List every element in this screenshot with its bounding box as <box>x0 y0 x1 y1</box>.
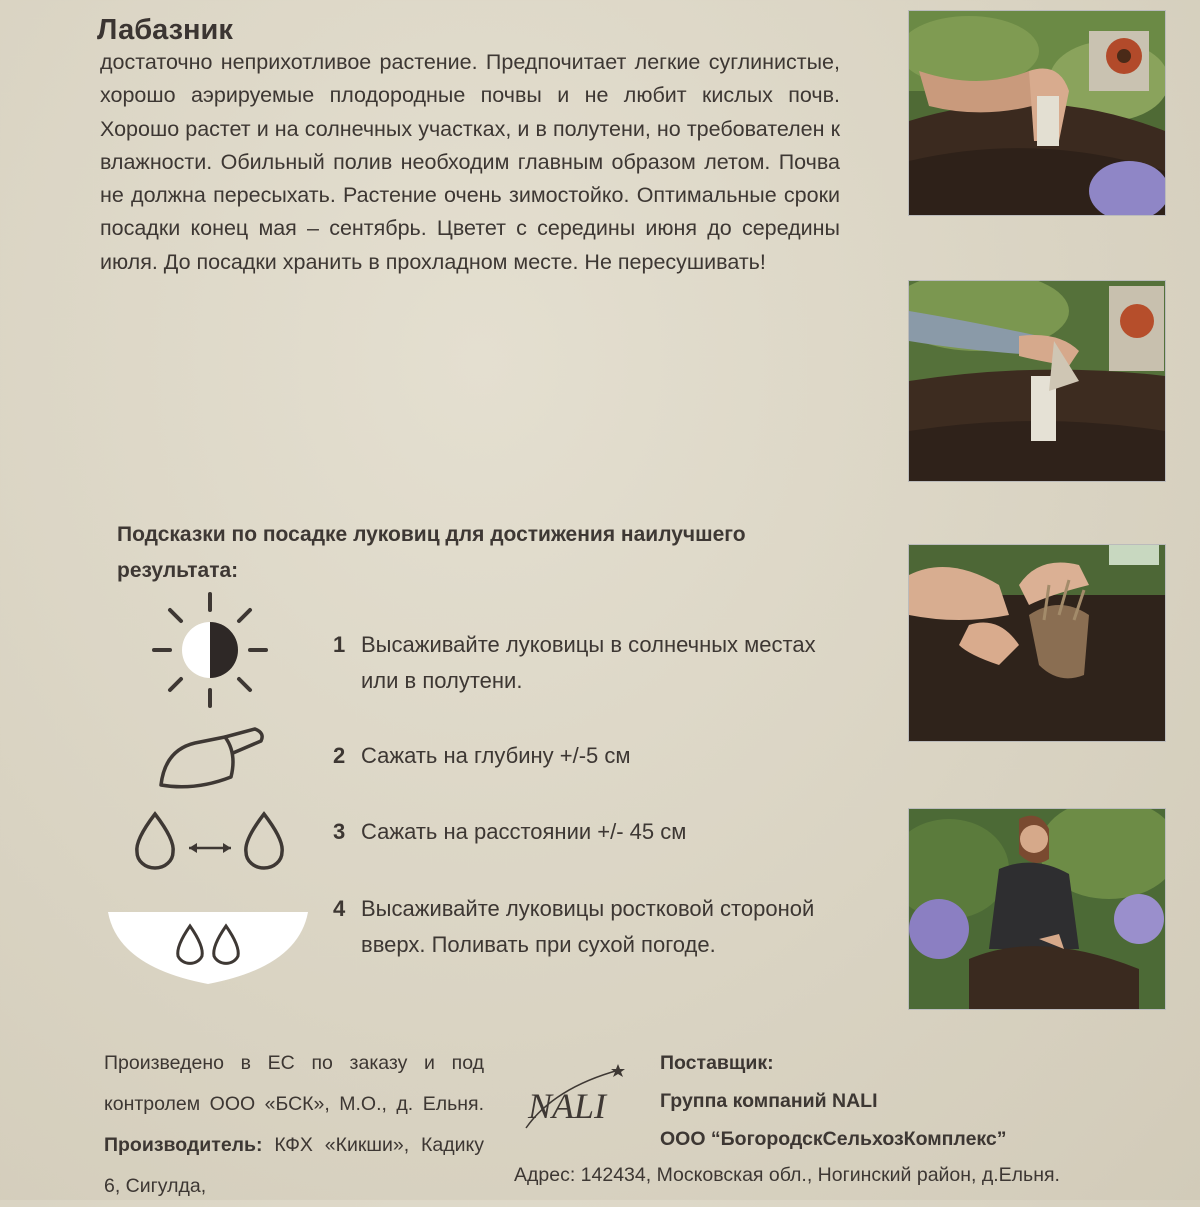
plant-description: достаточно неприхотливое растение. Предпочитает легкие суглинистые, хорошо аэрируемые плодородные почвы и не любит кислых почв. Хорошо растет и на солнечных участках, и в полутени, но требователен к влажности. Обильный полив необходим главным образом летом. Почва не должна пересыхать. Растение очень зимостойко. Оптимальные сроки посадки конец мая – сентябрь. Цветет с середины июня до середины июля. До посадки хранить в прохладном месте. Не пересушивать! <box>100 50 840 274</box>
plant-title: Лабазник <box>97 14 233 46</box>
sun-half-shade-icon <box>150 590 270 710</box>
supplier-company: ООО “БогородскСельхозКомплекс” <box>660 1128 1007 1150</box>
produced-text: Произведено в ЕС по заказу и под контролем ООО «БСК», М.О., д. Ельня. <box>104 1052 484 1115</box>
step-text: Высаживайте луковицы ростковой стороной вверх. Поливать при сухой погоде. <box>361 896 815 957</box>
planting-photo-4 <box>908 808 1166 1010</box>
step-number: 4 <box>333 896 346 921</box>
nali-logo <box>514 1058 644 1148</box>
producer-label: Производитель: <box>104 1134 263 1156</box>
supplier-label: Поставщик: <box>660 1052 774 1074</box>
supplier-info <box>660 1044 1007 1158</box>
production-info <box>104 1043 484 1207</box>
step-text: Сажать на расстоянии +/- 45 см <box>361 819 687 844</box>
planting-photo-1 <box>908 10 1166 216</box>
supplier-group: Группа компаний NALI <box>660 1090 878 1112</box>
logo-text: NALI <box>528 1086 607 1126</box>
planting-photo-3 <box>908 544 1166 742</box>
supplier-address: Адрес: 142434, Московская обл., Ногинский район, д.Ельня. <box>514 1164 1060 1186</box>
producer-text: КФХ «Кикши», Кадику 6, Сигулда, <box>104 1134 484 1197</box>
step-text: Высаживайте луковицы в солнечных местах или в полутени. <box>361 632 816 693</box>
step-number: 3 <box>333 819 346 844</box>
spacing-drops-icon <box>133 810 288 870</box>
bulbs-in-soil-icon <box>108 912 308 984</box>
step-text: Сажать на глубину +/-5 см <box>361 743 631 768</box>
planting-photo-2 <box>908 280 1166 482</box>
step-number: 1 <box>333 632 346 657</box>
tips-title: Подсказки по посадке луковиц для достижения наилучшего результата: <box>117 523 746 582</box>
trowel-icon <box>155 725 270 790</box>
step-number: 2 <box>333 743 346 768</box>
